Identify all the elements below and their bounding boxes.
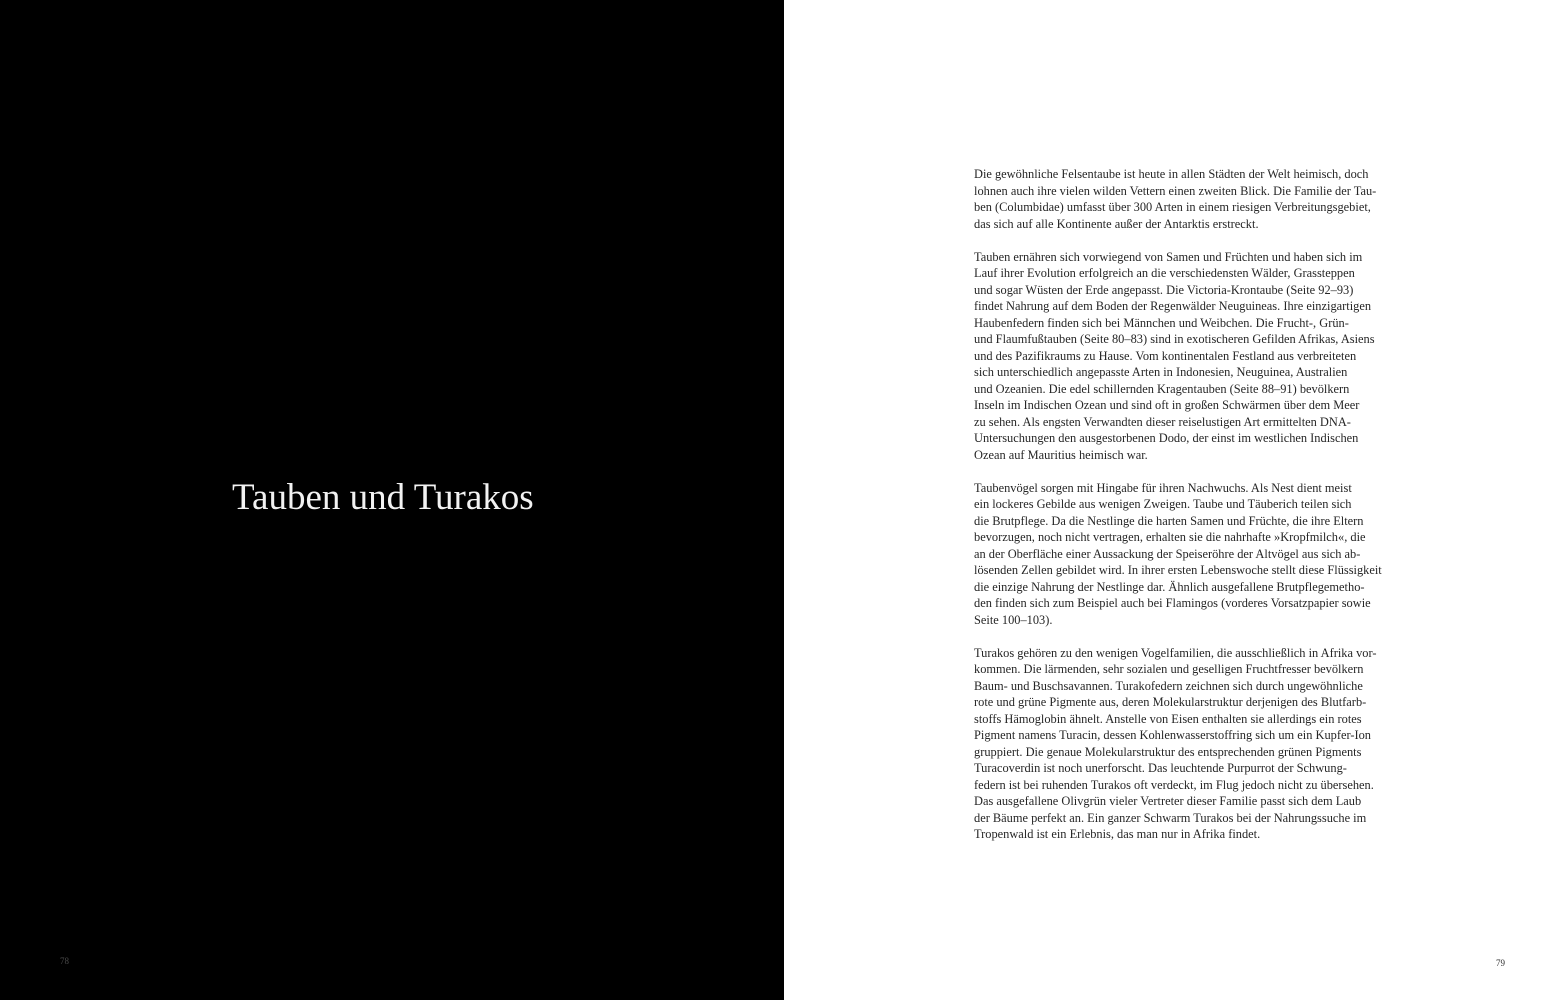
text-line: Seite 100–103). — [974, 612, 1053, 627]
paragraph-4 — [974, 645, 1394, 843]
text-line: und Flaumfußtauben (Seite 80–83) sind in exotischeren Gefilden Afrikas, Asiens — [974, 332, 1375, 346]
text-line: stoffs Hämoglobin ähnelt. Anstelle von Eisen enthalten sie allerdings ein rotes — [974, 711, 1362, 726]
text-line: ben (Columbidae) umfasst über 300 Arten in einem riesigen Verbreitungsgebiet, — [974, 200, 1371, 214]
text-line: und Ozeanien. Die edel schillernden Kragentauben (Seite 88–91) bevölkern — [974, 381, 1350, 396]
text-line: an der Oberfläche einer Aussackung der Speiseröhre der Altvögel aus sich ab- — [974, 546, 1361, 561]
page-number-right: 79 — [1496, 958, 1505, 968]
text-line: Untersuchungen den ausgestorbenen Dodo, der einst im westlichen Indischen — [974, 431, 1359, 445]
text-line: bevorzugen, noch nicht vertragen, erhalten sie die nahrhafte »Kropfmilch«, die — [974, 530, 1366, 544]
text-line: Taubenvögel sorgen mit Hingabe für ihren Nachwuchs. Als Nest dient meist — [974, 480, 1352, 495]
text-line: Inseln im Indischen Ozean und sind oft in großen Schwärmen über dem Meer — [974, 398, 1360, 412]
text-line: lohnen auch ihre vielen wilden Vettern einen zweiten Blick. Die Familie der Tau- — [974, 183, 1377, 198]
text-line: Tauben ernähren sich vorwiegend von Samen und Früchten und haben sich im — [974, 249, 1363, 264]
text-line: findet Nahrung auf dem Boden der Regenwälder Neuguineas. Ihre einzigartigen — [974, 299, 1372, 313]
text-line: federn ist bei ruhenden Turakos oft verdeckt, im Flug jedoch nicht zu übersehen. — [974, 777, 1374, 792]
text-line: der Bäume perfekt an. Ein ganzer Schwarm Turakos bei der Nahrungssuche im — [974, 810, 1367, 825]
text-line: Die gewöhnliche Felsentaube ist heute in allen Städten der Welt heimisch, doch — [974, 167, 1369, 181]
paragraph-3 — [974, 480, 1394, 629]
text-line: Tropenwald ist ein Erlebnis, das man nur in Afrika findet. — [974, 827, 1261, 841]
text-line: kommen. Die lärmenden, sehr sozialen und geselligen Fruchtfresser bevölkern — [974, 662, 1364, 676]
text-line: ein lockeres Gebilde aus wenigen Zweigen. Taube und Täuberich teilen sich — [974, 497, 1352, 511]
text-line: sich unterschiedlich angepasste Arten in Indonesien, Neuguinea, Australien — [974, 365, 1348, 379]
text-line: rote und grüne Pigmente aus, deren Molekularstruktur derjenigen des Blutfarb- — [974, 695, 1367, 709]
text-line: Ozean auf Mauritius heimisch war. — [974, 447, 1148, 462]
paragraph-1 — [974, 166, 1394, 232]
text-line: Das ausgefallene Olivgrün vieler Vertreter dieser Familie passt sich dem Laub — [974, 794, 1362, 808]
text-line: lösenden Zellen gebildet wird. In ihrer ersten Lebenswoche stellt diese Flüssigkeit — [974, 563, 1382, 577]
text-line: Turakos gehören zu den wenigen Vogelfamilien, die ausschließlich in Afrika vor- — [974, 645, 1377, 660]
text-line: Baum- und Buschsavannen. Turakofedern zeichnen sich durch ungewöhnliche — [974, 678, 1363, 693]
text-line: Pigment namens Turacin, dessen Kohlenwasserstoffring sich um ein Kupfer-Ion — [974, 728, 1371, 742]
text-line: und des Pazifikraums zu Hause. Vom kontinentalen Festland aus verbreiteten — [974, 348, 1357, 363]
text-line: die einzige Nahrung der Nestlinge dar. Ähnlich ausgefallene Brutpflegemetho- — [974, 579, 1365, 594]
body-text — [974, 166, 1394, 859]
text-line: und sogar Wüsten der Erde angepasst. Die Victoria-Krontaube (Seite 92–93) — [974, 282, 1354, 297]
paragraph-2 — [974, 249, 1394, 464]
right-page — [784, 0, 1567, 1000]
text-line: Turacoverdin ist noch unerforscht. Das leuchtende Purpurrot der Schwung- — [974, 761, 1347, 775]
text-line: Lauf ihrer Evolution erfolgreich an die verschiedensten Wälder, Grassteppen — [974, 266, 1355, 280]
text-line: den finden sich zum Beispiel auch bei Flamingos (vorderes Vorsatzpapier sowie — [974, 596, 1371, 610]
text-line: das sich auf alle Kontinente außer der Antarktis erstreckt. — [974, 216, 1259, 231]
page-number-left: 78 — [60, 956, 69, 966]
chapter-title: Tauben und Turakos — [232, 477, 534, 518]
text-line: zu sehen. Als engsten Verwandten dieser reiselustigen Art ermittelten DNA- — [974, 414, 1351, 429]
text-line: Haubenfedern finden sich bei Männchen und Weibchen. Die Frucht-, Grün- — [974, 315, 1349, 330]
text-line: die Brutpflege. Da die Nestlinge die harten Samen und Früchte, die ihre Eltern — [974, 513, 1364, 528]
text-line: gruppiert. Die genaue Molekularstruktur des entsprechenden grünen Pigments — [974, 744, 1362, 759]
